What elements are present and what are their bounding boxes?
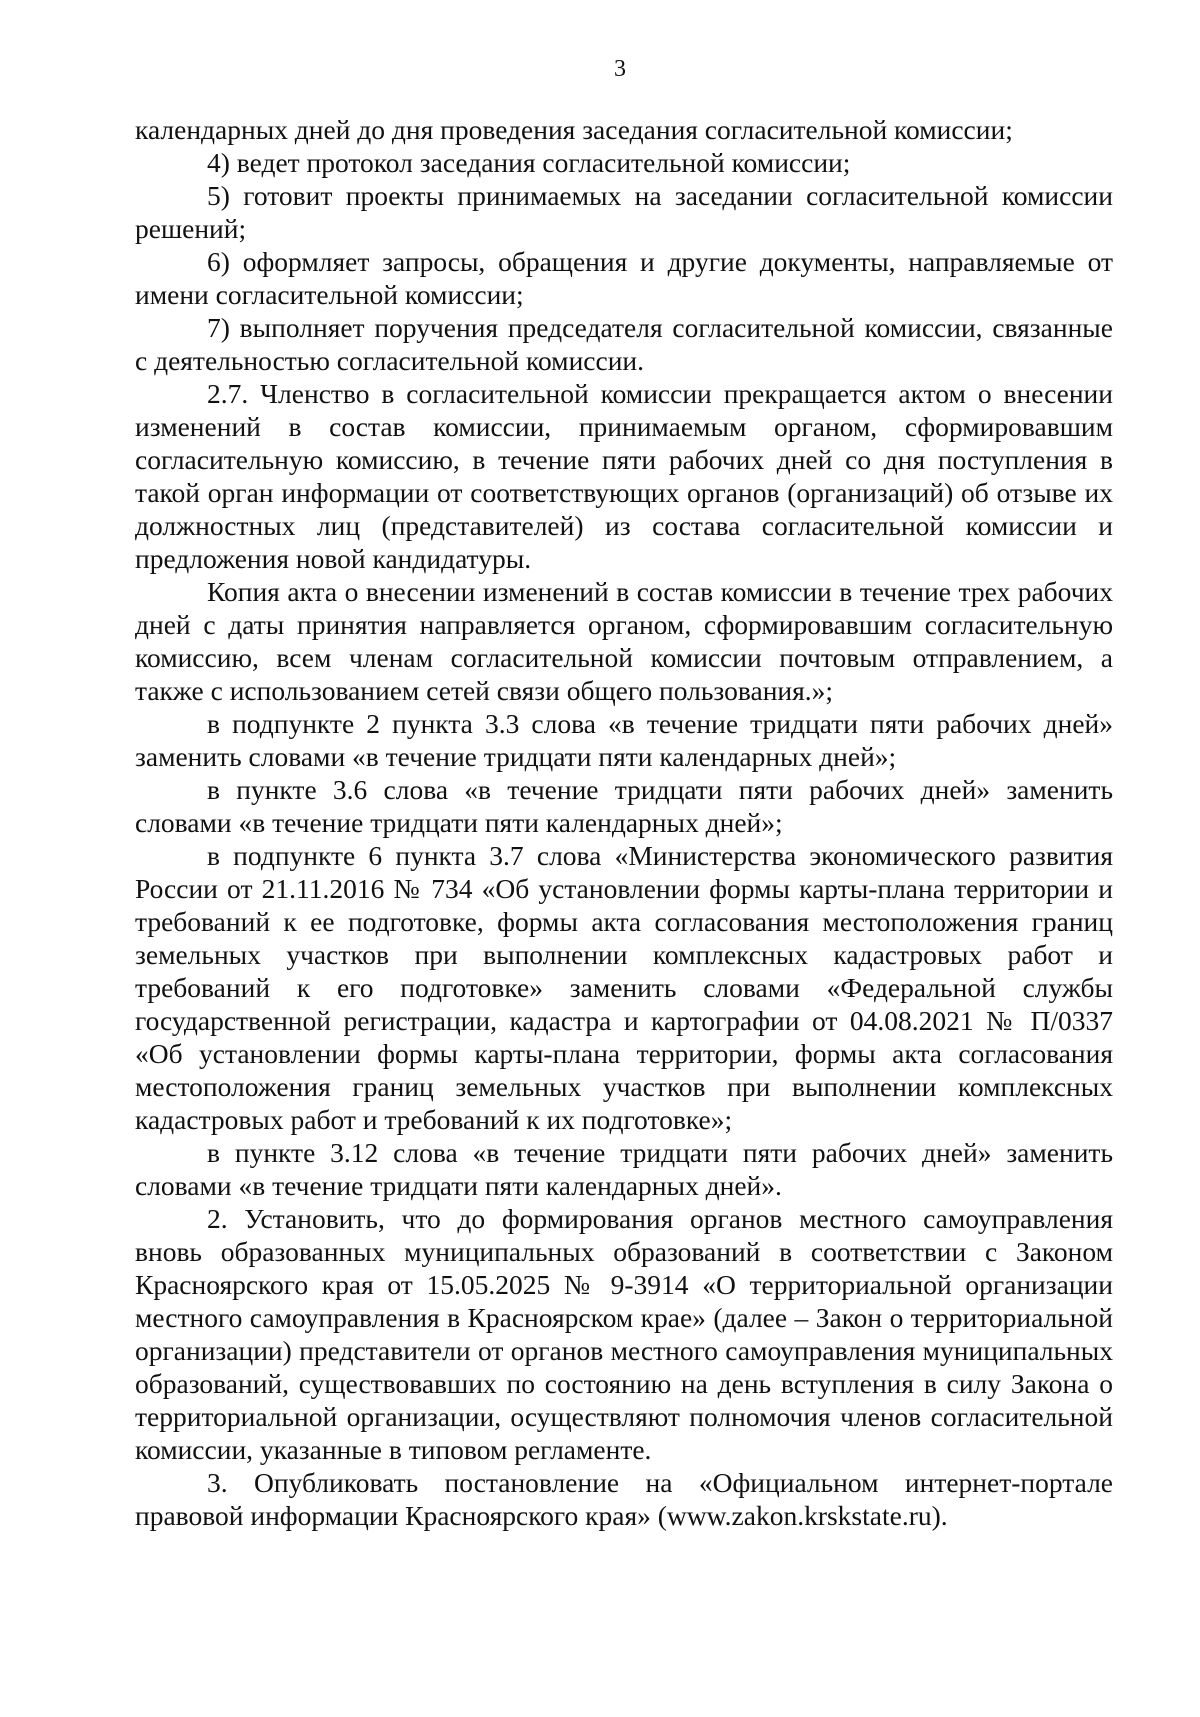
- document-body: [135, 113, 1113, 1532]
- page-number: 3: [614, 56, 626, 82]
- paragraph-3-3: в подпункте 2 пункта 3.3 слова «в течение тридцати пяти рабочих дней» заменить словами «в течение тридцати пяти календарных дней»;: [135, 708, 1113, 772]
- paragraph-section-2: 2. Установить, что до формирования органов местного самоуправления вновь образованных муниципальных образований в соответствии с Законом Красноярского края от 15.05.2025 № 9-3914 «О территориальной организации местного самоуправления в Красноярском крае» (далее – Закон о территориальной организации) представители от органов местного самоуправления муниципальных образований, существовавших по состоянию на день вступления в силу Закона о территориальной организации, осуществляют полномочия членов согласительной комиссии, указанные в типовом регламенте.: [135, 1203, 1113, 1465]
- paragraph-3-6: в пункте 3.6 слова «в течение тридцати пяти рабочих дней» заменить словами «в течение тридцати пяти календарных дней»;: [135, 774, 1113, 838]
- paragraph-2-7: 2.7. Членство в согласительной комиссии прекращается актом о внесении изменений в состав комиссии, принимаемым органом, сформировавшим согласительную комиссию, в течение пяти рабочих дней со дня поступления в такой орган информации от соответствующих органов (организаций) об отзыве их должностных лиц (представителей) из состава согласительной комиссии и предложения новой кандидатуры.: [135, 378, 1113, 574]
- paragraph-act-copy: Копия акта о внесении изменений в состав комиссии в течение трех рабочих дней с даты принятия направляется органом, сформировавшим согласительную комиссию, всем членам согласительной комиссии почтовым отправлением, а также с использованием сетей связи общего пользования.»;: [135, 576, 1113, 706]
- paragraph-section-3: 3. Опубликовать постановление на «Официальном интернет-портале правовой информации Красноярского края» (www.zakon.krskstate.ru).: [135, 1467, 1113, 1531]
- paragraph-item-6: 6) оформляет запросы, обращения и другие документы, направляемые от имени согласительной комиссии;: [135, 246, 1113, 310]
- paragraph-item-4: 4) ведет протокол заседания согласительной комиссии;: [207, 147, 851, 178]
- paragraph-3-12: в пункте 3.12 слова «в течение тридцати пяти рабочих дней» заменить словами «в течение тридцати пяти календарных дней».: [135, 1137, 1113, 1201]
- paragraph-continuation: календарных дней до дня проведения заседания согласительной комиссии;: [135, 114, 1013, 145]
- paragraph-3-7: в подпункте 6 пункта 3.7 слова «Министерства экономического развития России от 21.11.2016 № 734 «Об установлении формы карты-плана территории и требований к ее подготовке, формы акта согласования местоположения границ земельных участков при выполнении комплексных кадастровых работ и требований к его подготовке» заменить словами «Федеральной службы государственной регистрации, кадастра и картографии от 04.08.2021 № П/0337 «Об установлении формы карты-плана территории, формы акта согласования местоположения границ земельных участков при выполнении комплексных кадастровых работ и требований к их подготовке»;: [135, 840, 1113, 1135]
- paragraph-item-5: 5) готовит проекты принимаемых на заседании согласительной комиссии решений;: [135, 180, 1113, 244]
- paragraph-item-7: 7) выполняет поручения председателя согласительной комиссии, связанные с деятельностью согласительной комиссии.: [135, 312, 1113, 376]
